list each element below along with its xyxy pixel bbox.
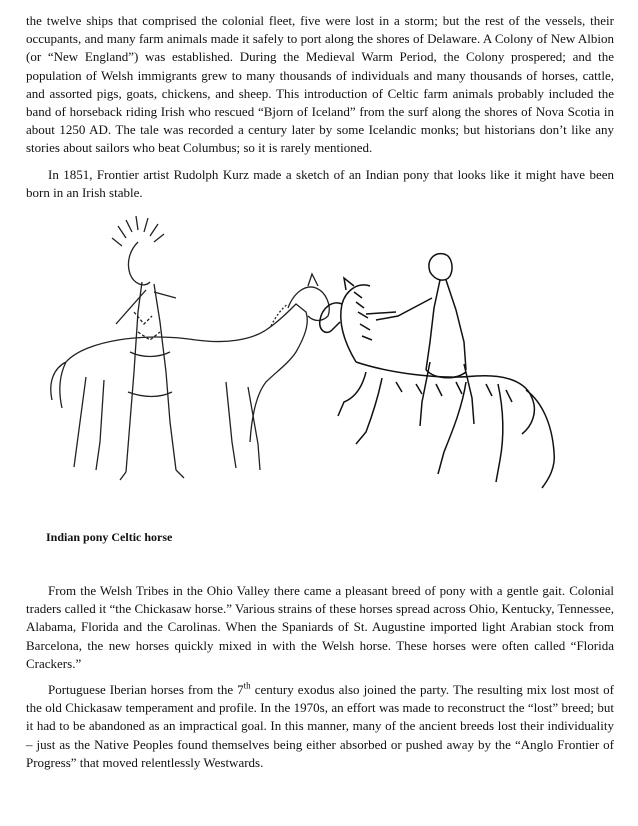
paragraph-4: [26, 681, 614, 772]
figure-caption: Indian pony Celtic horse: [46, 530, 173, 545]
document-page: [26, 12, 614, 772]
indian-with-pony-sketch: [51, 216, 329, 480]
figure-horses: [26, 212, 614, 545]
ordinal-superscript: th: [243, 680, 251, 691]
paragraph-4-rest: century exodus also joined the party. The resulting mix lost most of the old Chickasaw temperament and profile. In the 1970s, an effort was made to reconstruct the “lost” breed; but it had to be abandoned as an impractical goal. In this manner, many of the ancient breeds lost their individuality – just as the Native Peoples found themselves being either absorbed or pushed away by the “Anglo Frontier of Progress” that moved relentlessly Westwards.: [26, 682, 614, 770]
paragraph-3: From the Welsh Tribes in the Ohio Valley there came a pleasant breed of pony with a gentle gait. Colonial traders called it “the Chickasaw horse.” Various strains of these horses spread across Ohio, Kentucky, Tennessee, Alabama, Florida and the Carolinas. When the Spaniards of St. Augustine imported light Arabian stock from Barcelona, the new horses quickly mixed in with the Welsh horse. These horses were often called “Florida Crackers.”: [26, 583, 614, 671]
paragraph-1: the twelve ships that comprised the colonial fleet, five were lost in a storm; but the rest of the vessels, their occupants, and many farm animals made it safely to port along the shores of Delaware. A Colony of New Albion (or “New England”) was established. During the Medieval Warm Period, the Colony prospered; and the population of Welsh immigrants grew to many thousands of individuals and many thousands of horses, cattle, and assorted pigs, goats, chickens, and sheep. This introduction of Celtic farm animals probably included the band of horseback riding Irish who rescued “Bjorn of Iceland” from the surf along the shores of Nova Scotia in about 1250 AD. The tale was recorded a century later by some Icelandic monks; but historians don’t like any stories about sailors who beat Columbus; so it is rarely mentioned.: [26, 13, 614, 156]
paragraph-4-start: Portuguese Iberian horses from the 7: [48, 682, 244, 698]
celtic-horse-and-rider-sketch: [320, 254, 555, 488]
paragraph-2: In 1851, Frontier artist Rudolph Kurz made a sketch of an Indian pony that looks like it might have been born in an Irish stable.: [26, 166, 614, 200]
figure-illustration: [26, 212, 614, 532]
